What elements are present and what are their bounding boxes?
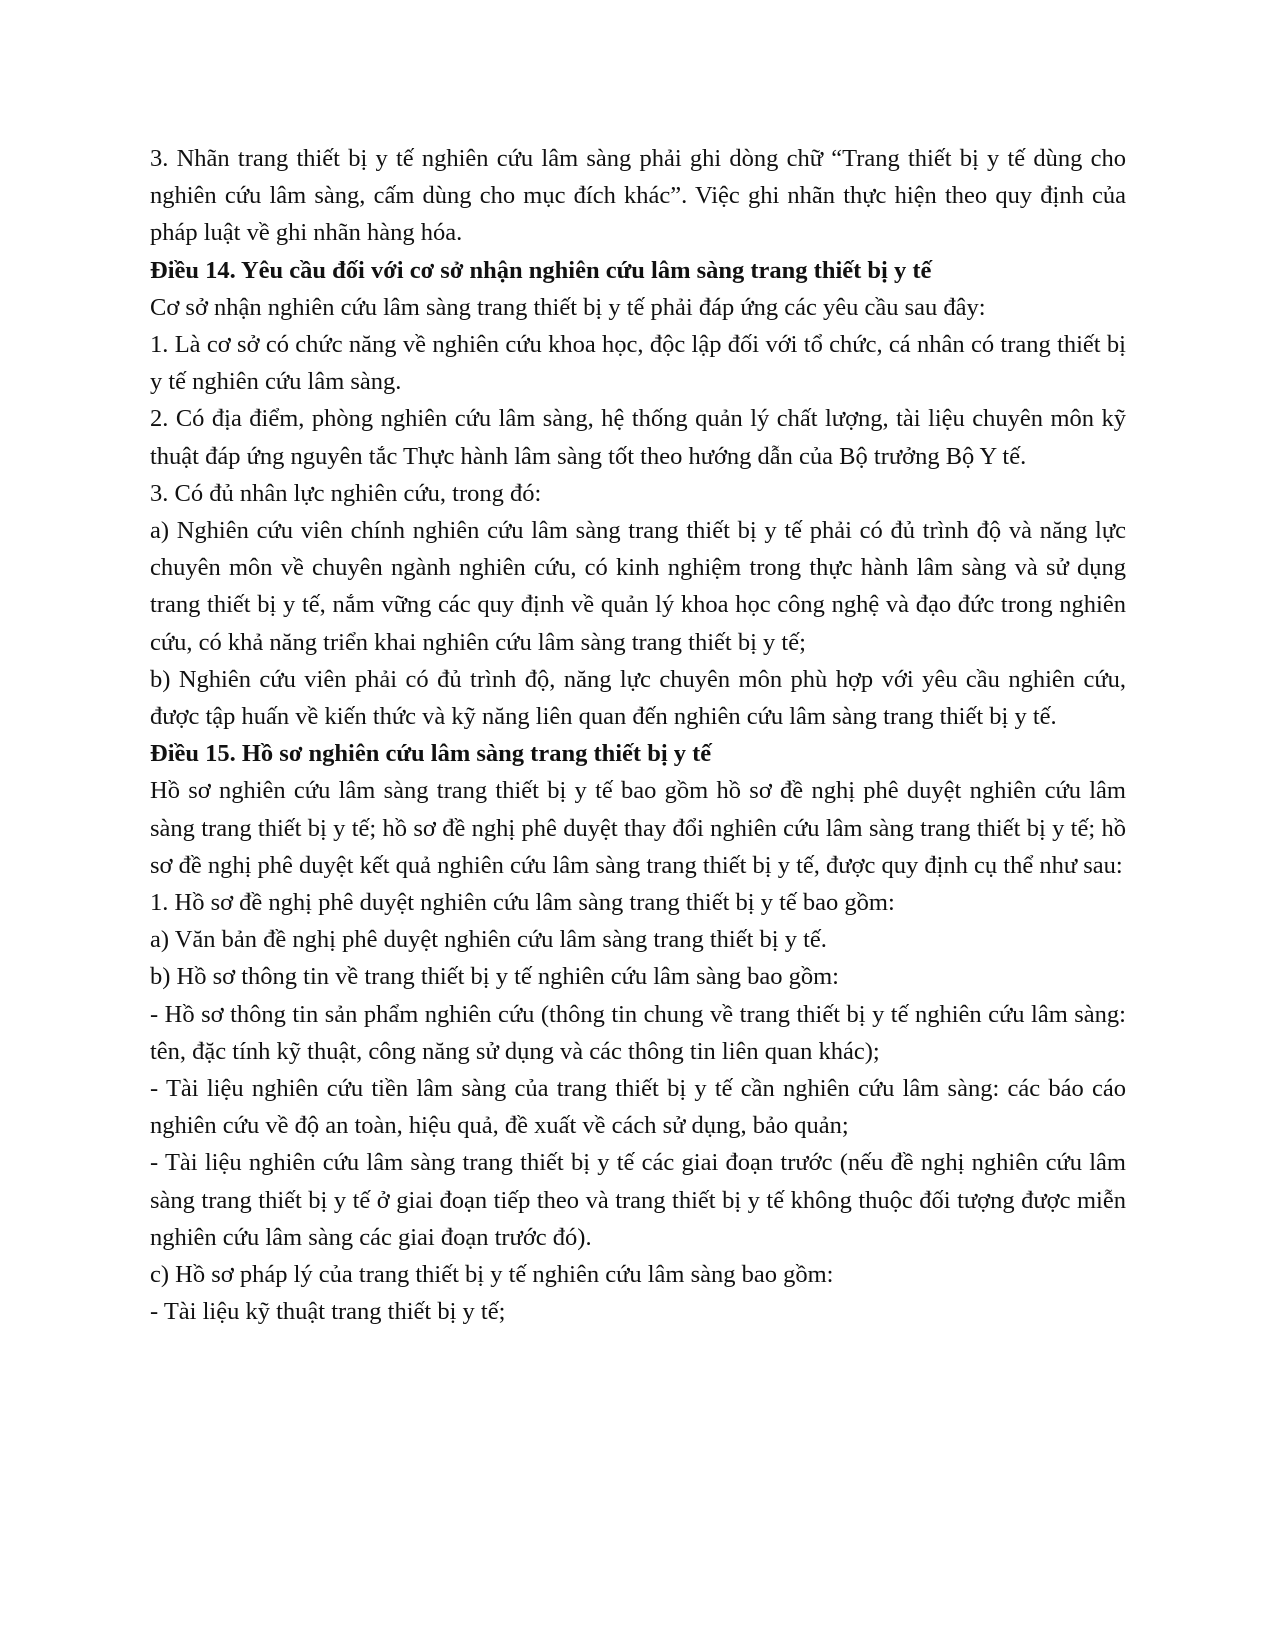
article-15-item-1c: c) Hồ sơ pháp lý của trang thiết bị y tế nghiên cứu lâm sàng bao gồm:	[150, 1261, 834, 1289]
article-15-heading: Điều 15. Hồ sơ nghiên cứu lâm sàng trang thiết bị y tế	[150, 740, 712, 768]
article-14-intro: Cơ sở nhận nghiên cứu lâm sàng trang thiết bị y tế phải đáp ứng các yêu cầu sau đây:	[150, 293, 986, 321]
article-14-item-3b: b) Nghiên cứu viên phải có đủ trình độ, năng lực chuyên môn phù hợp với yêu cầu nghiên cứu, được tập huấn về kiến thức và kỹ năng liên quan đến nghiên cứu lâm sàng trang thiết bị y tế.	[150, 665, 1126, 731]
article-14-item-2: 2. Có địa điểm, phòng nghiên cứu lâm sàng, hệ thống quản lý chất lượng, tài liệu chuyên môn kỹ thuật đáp ứng nguyên tắc Thực hành lâm sàng tốt theo hướng dẫn của Bộ trưởng Bộ Y tế.	[150, 405, 1126, 470]
article-15-item-1b-bullet-2: - Tài liệu nghiên cứu tiền lâm sàng của trang thiết bị y tế cần nghiên cứu lâm sàng: các báo cáo nghiên cứu về độ an toàn, hiệu quả, đề xuất về cách sử dụng, bảo quản;	[150, 1075, 1126, 1140]
document-page	[150, 140, 1126, 1331]
label-requirement-paragraph: 3. Nhãn trang thiết bị y tế nghiên cứu lâm sàng phải ghi dòng chữ “Trang thiết bị y tế dùng cho nghiên cứu lâm sàng, cấm dùng cho mục đích khác”. Việc ghi nhãn thực hiện theo quy định của pháp luật về ghi nhãn hàng hóa.	[150, 145, 1126, 247]
article-15-item-1b-bullet-3: - Tài liệu nghiên cứu lâm sàng trang thiết bị y tế các giai đoạn trước (nếu đề nghị nghiên cứu lâm sàng trang thiết bị y tế ở giai đoạn tiếp theo và trang thiết bị y tế không thuộc đối tượng được miễn nghiên cứu lâm sàng các giai đoạn trước đó).	[150, 1149, 1126, 1251]
article-14-item-3: 3. Có đủ nhân lực nghiên cứu, trong đó:	[150, 479, 542, 507]
article-15-item-1c-bullet-1: - Tài liệu kỹ thuật trang thiết bị y tế;	[150, 1298, 506, 1326]
article-14-item-1: 1. Là cơ sở có chức năng về nghiên cứu khoa học, độc lập đối với tổ chức, cá nhân có trang thiết bị y tế nghiên cứu lâm sàng.	[150, 331, 1126, 396]
article-15-item-1: 1. Hồ sơ đề nghị phê duyệt nghiên cứu lâm sàng trang thiết bị y tế bao gồm:	[150, 889, 895, 917]
article-15-item-1b-bullet-1: - Hồ sơ thông tin sản phẩm nghiên cứu (thông tin chung về trang thiết bị y tế nghiên cứu lâm sàng: tên, đặc tính kỹ thuật, công năng sử dụng và các thông tin liên quan khác);	[150, 1000, 1126, 1065]
article-15-item-1a: a) Văn bản đề nghị phê duyệt nghiên cứu lâm sàng trang thiết bị y tế.	[150, 926, 827, 954]
article-14-heading: Điều 14. Yêu cầu đối với cơ sở nhận nghiên cứu lâm sàng trang thiết bị y tế	[150, 256, 932, 284]
article-15-item-1b: b) Hồ sơ thông tin về trang thiết bị y tế nghiên cứu lâm sàng bao gồm:	[150, 963, 839, 991]
article-14-item-3a: a) Nghiên cứu viên chính nghiên cứu lâm sàng trang thiết bị y tế phải có đủ trình độ và năng lực chuyên môn về chuyên ngành nghiên cứu, có kinh nghiệm trong thực hành lâm sàng và sử dụng trang thiết bị y tế, nắm vững các quy định về quản lý khoa học công nghệ và đạo đức trong nghiên cứu, có khả năng triển khai nghiên cứu lâm sàng trang thiết bị y tế;	[150, 517, 1126, 656]
article-15-intro: Hồ sơ nghiên cứu lâm sàng trang thiết bị y tế bao gồm hồ sơ đề nghị phê duyệt nghiên cứu lâm sàng trang thiết bị y tế; hồ sơ đề nghị phê duyệt thay đổi nghiên cứu lâm sàng trang thiết bị y tế; hồ sơ đề nghị phê duyệt kết quả nghiên cứu lâm sàng trang thiết bị y tế, được quy định cụ thể như sau:	[150, 777, 1126, 879]
